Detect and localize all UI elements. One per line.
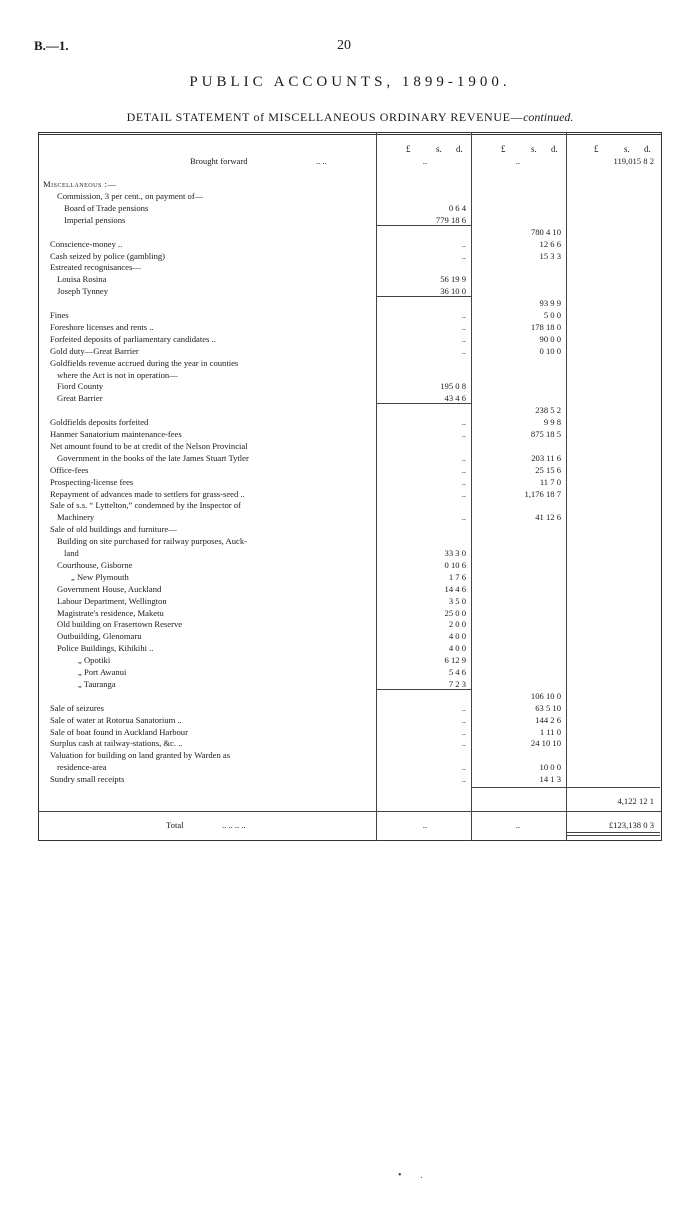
col1-amount: ..: [461, 333, 466, 344]
line-item-row: [0, 357, 700, 369]
section-heading-label: Miscellaneous :—: [43, 179, 117, 189]
line-item-row: [0, 595, 700, 607]
line-item-label: Government House, Auckland: [57, 583, 162, 594]
line-item-row: [0, 190, 700, 202]
line-item-row: [0, 464, 700, 476]
line-item-label: Goldfields revenue accrued during the year in counties: [50, 357, 239, 368]
line-item-row: [0, 583, 700, 595]
col2-amount: 144 2 6: [535, 714, 561, 725]
column-subtotal-rule: [376, 689, 471, 690]
line-item-row: [0, 214, 700, 226]
line-item-label: Conscience-money ..: [50, 238, 123, 249]
col1-amount: ..: [461, 702, 466, 713]
line-item-row: [0, 749, 700, 761]
col1-amount: ..: [461, 452, 466, 463]
pound-header: £: [594, 144, 599, 154]
col1-amount: ..: [461, 738, 466, 749]
line-item-label: Joseph Tynney: [57, 286, 109, 297]
grand-total-row: [0, 819, 700, 831]
line-item-row: [0, 547, 700, 559]
pence-header: d.: [644, 144, 651, 154]
pound-header: £: [501, 144, 506, 154]
col2-amount: 15 3 3: [539, 250, 561, 261]
block-total-rule: [471, 787, 660, 788]
subtitle-continued: continued.: [523, 110, 574, 124]
line-item-row: [0, 714, 700, 726]
line-item-label: „ Tauranga: [78, 678, 116, 689]
line-item-row: [0, 238, 700, 250]
line-item-row: [0, 678, 700, 690]
grand-total-col1: ..: [422, 820, 427, 830]
column-subtotal-rule: [376, 225, 471, 226]
leader-dots: .. ..: [316, 156, 327, 166]
line-item-row: [0, 333, 700, 345]
col2-amount: 1,176 18 7: [524, 488, 561, 499]
line-item-label: Machinery: [57, 512, 95, 523]
line-item-row: [0, 380, 700, 392]
line-item-label: Forfeited deposits of parliamentary candidates ..: [50, 333, 216, 344]
line-item-row: [0, 416, 700, 428]
col1-amount: 195 0 8: [440, 381, 466, 392]
line-item-row: [0, 523, 700, 535]
col1-amount: 7 2 3: [448, 678, 466, 689]
line-item-row: [0, 499, 700, 511]
pound-header: £: [406, 144, 411, 154]
col1-amount: ..: [461, 762, 466, 773]
col1-amount: 779 18 6: [435, 214, 466, 225]
line-item-label: Estreated recognisances—: [50, 262, 141, 273]
shilling-header: s.: [531, 144, 537, 154]
col1-amount: 25 0 0: [444, 607, 466, 618]
line-item-label: land: [64, 548, 79, 558]
col1-amount: 0 6 4: [448, 202, 466, 213]
line-item-label: residence-area: [57, 762, 107, 773]
line-item-row: [0, 666, 700, 678]
line-item-label: Louisa Rosina: [57, 274, 107, 285]
col1-amount: 6 12 9: [444, 655, 466, 666]
col2-amount: 1 11 0: [539, 726, 561, 737]
line-item-label: Board of Trade pensions: [64, 202, 149, 213]
col2-amount: 25 15 6: [535, 464, 561, 475]
subtotal-row: [0, 226, 700, 238]
grand-total-double-rule: [566, 832, 660, 836]
leader-dots: .. .. .. ..: [222, 820, 246, 830]
col2-amount: 238 5 2: [535, 405, 561, 416]
col2-amount: 106 10 0: [530, 690, 561, 701]
line-item-label: Government in the books of the late James Stuart Tytler: [57, 452, 249, 463]
line-item-row: [0, 488, 700, 500]
total-separator-rule: [38, 811, 662, 812]
col2-amount: 11 7 0: [539, 476, 561, 487]
line-item-label: Sale of boat found in Auckland Harbour: [50, 726, 188, 737]
line-item-row: [0, 737, 700, 749]
col1-amount: ..: [461, 726, 466, 737]
col1-amount: ..: [461, 512, 466, 523]
line-item-row: [0, 309, 700, 321]
col2-amount: 9 9 8: [543, 417, 561, 428]
miscellaneous-total-row: [0, 795, 700, 807]
line-item-label: Valuation for building on land granted by Warden as: [50, 750, 231, 761]
col1-amount: ..: [461, 321, 466, 332]
pence-header: d.: [456, 144, 463, 154]
line-item-label: „ Port Awanui: [78, 667, 127, 677]
line-item-label: Great Barrier: [57, 393, 103, 404]
brought-forward-label: Brought forward: [190, 156, 248, 166]
col2-amount: 0 10 0: [539, 345, 561, 356]
col2-amount: 178 18 0: [530, 321, 561, 332]
page-title: PUBLIC ACCOUNTS, 1899-1900.: [189, 74, 511, 90]
col2-amount: 63 5 10: [535, 702, 561, 713]
column-subtotal-rule: [376, 296, 471, 297]
col1-amount: 14 4 6: [444, 583, 466, 594]
col2-amount: 10 0 0: [539, 762, 561, 773]
line-item-row: [0, 202, 700, 214]
col1-amount: ..: [461, 714, 466, 725]
column-subtotal-rule: [376, 403, 471, 404]
line-item-row: [0, 428, 700, 440]
column-header-3: [0, 143, 700, 155]
line-item-row: [0, 761, 700, 773]
subtotal-row: [0, 404, 700, 416]
line-item-row: [0, 285, 700, 297]
col1-amount: ..: [461, 476, 466, 487]
line-item-row: [0, 476, 700, 488]
line-item-row: [0, 452, 700, 464]
subtotal-row: [0, 297, 700, 309]
line-item-label: Surplus cash at railway-stations, &c. ..: [50, 738, 183, 749]
col1-amount: ..: [461, 774, 466, 785]
line-item-label: Sale of water at Rotorua Sanatorium ..: [50, 714, 182, 725]
line-item-label: Goldfields deposits forfeited: [50, 417, 149, 428]
line-item-row: [0, 392, 700, 404]
col2-amount: 41 12 6: [535, 512, 561, 523]
line-item-row: [0, 559, 700, 571]
col1-amount: 0 10 6: [444, 559, 466, 570]
line-item-row: [0, 571, 700, 583]
line-item-row: [0, 273, 700, 285]
col1-amount: ..: [461, 250, 466, 261]
col1-amount: 43 4 6: [444, 393, 466, 404]
col1-amount: ..: [461, 310, 466, 320]
line-item-label: Prospecting-license fees: [50, 476, 134, 487]
line-item-label: Fines: [50, 310, 69, 320]
brought-forward-col1: ..: [422, 156, 427, 166]
col2-amount: 14 1 3: [539, 774, 561, 785]
col2-amount: 5 0 0: [543, 310, 561, 320]
col1-amount: 56 19 9: [440, 274, 466, 285]
grand-total-col3: £123,138 0 3: [608, 820, 654, 830]
line-item-row: [0, 642, 700, 654]
line-item-label: Sale of seizures: [50, 702, 104, 713]
line-item-label: Police Buildings, Kihikihi ..: [57, 643, 154, 654]
line-item-label: Sale of old buildings and furniture—: [50, 524, 177, 535]
line-item-row: [0, 654, 700, 666]
col1-amount: 4 0 0: [448, 643, 466, 654]
col2-amount: 12 6 6: [539, 238, 561, 249]
line-item-row: [0, 511, 700, 523]
line-item-label: Cash seized by police (gambling): [50, 250, 166, 261]
col2-amount: 875 18 5: [530, 429, 561, 439]
line-item-label: Imperial pensions: [64, 214, 126, 225]
line-item-row: [0, 702, 700, 714]
col2-amount: 93 9 9: [539, 298, 561, 309]
col1-amount: 4 0 0: [448, 631, 466, 642]
line-item-label: Magistrate's residence, Maketu: [57, 607, 164, 618]
col1-amount: ..: [461, 345, 466, 356]
line-item-row: [0, 726, 700, 738]
line-item-label: where the Act is not in operation—: [57, 369, 178, 380]
line-item-label: Labour Department, Wellington: [57, 595, 167, 606]
line-item-label: Office-fees: [50, 464, 89, 475]
brought-forward-col2: ..: [515, 156, 520, 166]
line-item-row: [0, 618, 700, 630]
brought-forward-col3: 119,015 8 2: [613, 156, 654, 166]
line-item-label: Hanmer Sanatorium maintenance-fees: [50, 429, 182, 439]
line-item-label: Sale of s.s. “ Lyttelton,” condemned by the Inspector of: [50, 500, 241, 511]
col1-amount: 5 4 6: [448, 667, 466, 677]
line-item-label: Building on site purchased for railway purposes, Auck-: [57, 536, 247, 547]
col1-amount: ..: [461, 488, 466, 499]
line-item-row: [0, 345, 700, 357]
col1-amount: 33 3 0: [444, 548, 466, 558]
line-item-row: [0, 607, 700, 619]
col1-amount: ..: [461, 464, 466, 475]
miscellaneous-total-amount: 4,122 12 1: [617, 796, 654, 806]
line-item-label: „ New Plymouth: [71, 571, 129, 582]
line-item-row: [0, 630, 700, 642]
grand-total-label: Total: [166, 820, 184, 830]
col1-amount: ..: [461, 429, 466, 439]
shilling-header: s.: [624, 144, 630, 154]
line-item-row: [0, 369, 700, 381]
col1-amount: ..: [461, 417, 466, 428]
line-item-row: [0, 261, 700, 273]
shilling-header: s.: [436, 144, 442, 154]
line-item-label: Commission, 3 per cent., on payment of—: [57, 191, 204, 201]
line-item-row: [0, 321, 700, 333]
grand-total-col2: ..: [515, 820, 520, 830]
col2-amount: 24 10 10: [530, 738, 561, 749]
col2-amount: 203 11 6: [531, 452, 561, 463]
line-item-row: [0, 535, 700, 547]
line-item-label: Gold duty—Great Barrier: [50, 345, 139, 356]
line-item-label: Outbuilding, Glenomaru: [57, 631, 142, 642]
col2-amount: 90 0 0: [539, 333, 561, 344]
line-item-label: Old building on Frasertown Reserve: [57, 619, 183, 630]
col2-amount: 780 4 10: [530, 226, 561, 237]
subtitle-main: DETAIL STATEMENT of MISCELLANEOUS ORDINARY REVENUE—: [126, 110, 524, 124]
line-item-label: Sundry small receipts: [50, 774, 125, 785]
line-item-label: Courthouse, Gisborne: [57, 559, 133, 570]
col1-amount: 36 10 0: [440, 286, 466, 297]
footnote-marks: • .: [398, 1170, 431, 1181]
col1-amount: 1 7 6: [448, 571, 466, 582]
line-item-label: Foreshore licenses and rents ..: [50, 321, 154, 332]
line-item-row: [0, 773, 700, 785]
line-item-label: Repayment of advances made to settlers for grass-seed ..: [50, 488, 245, 499]
line-item-label: Fiord County: [57, 381, 104, 392]
page-code: B.—1.: [34, 38, 69, 53]
section-heading: [0, 178, 700, 190]
col1-amount: 2 0 0: [448, 619, 466, 630]
col1-amount: 3 5 0: [448, 595, 466, 606]
page-number: 20: [337, 38, 351, 53]
line-item-label: „ Opotiki: [78, 655, 111, 666]
pence-header: d.: [551, 144, 558, 154]
line-item-row: [0, 440, 700, 452]
subtotal-row: [0, 690, 700, 702]
col1-amount: ..: [461, 238, 466, 249]
line-item-label: Net amount found to be at credit of the Nelson Provincial: [50, 440, 248, 451]
line-item-row: [0, 250, 700, 262]
brought-forward-row: [0, 155, 700, 167]
